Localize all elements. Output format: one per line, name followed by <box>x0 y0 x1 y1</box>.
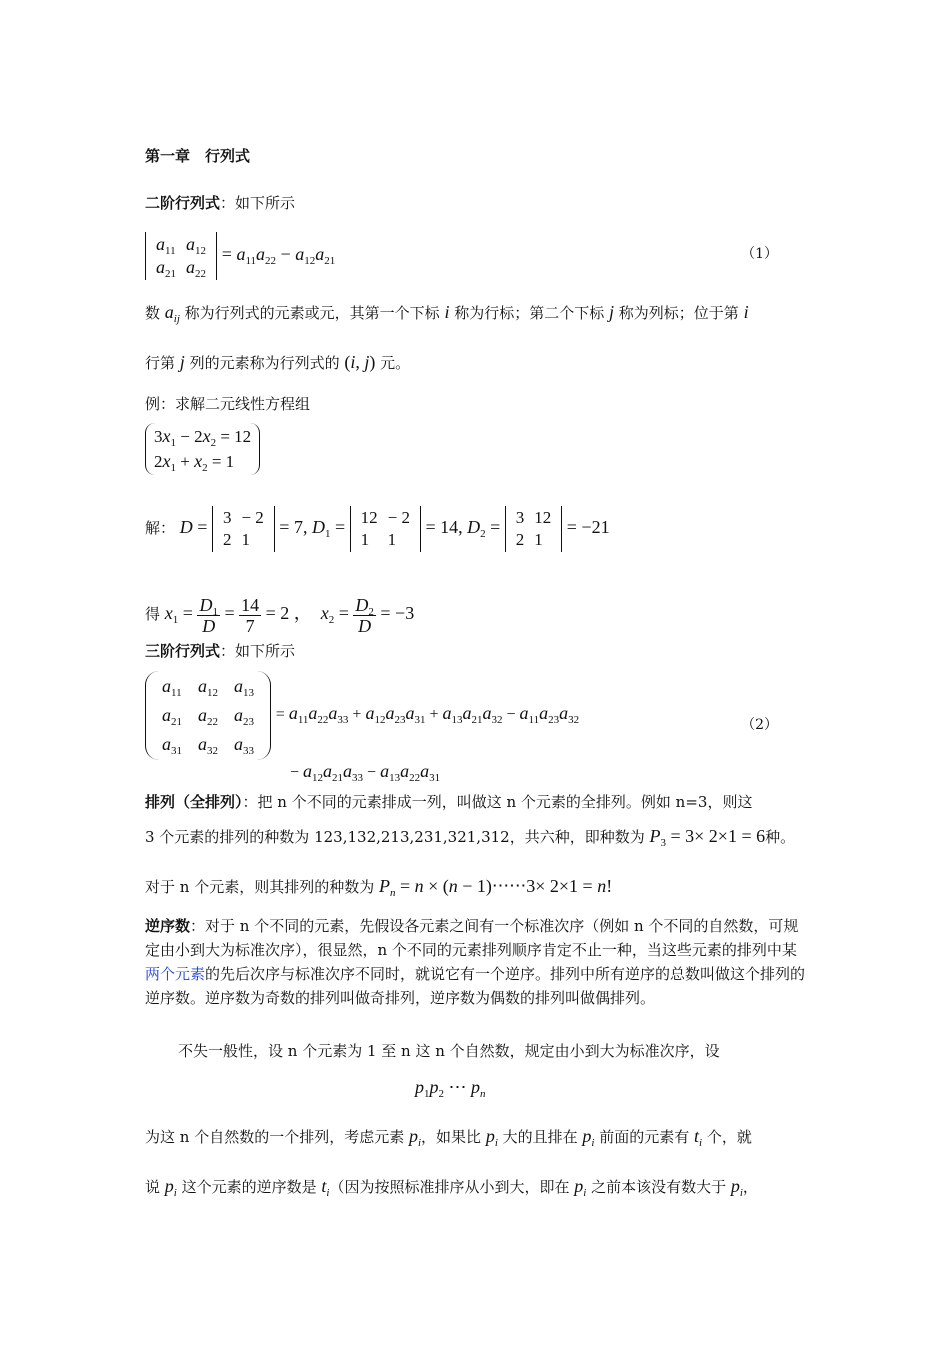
formula-3x3-determinant: $a_{11}$ $a_{12}$ $a_{13}$ $a_{21}$ $a_{22}$ $a_{23}$ $a_{31}$ $a_{32}$ $a_{33}$ = $a_{11}a_{22}a_{33} + a_{12}a_{23}a_{31} + a_{13}a_{21}a_{32} - a_{11}a_{23}a_{32}$ <box>145 668 579 760</box>
inversion-explanation-line2: 说 $p_i$ 这个元素的逆序数是 $t_i$（因为按照标准排序从小到大，即在 $p_i$ 之前本该没有数大于 $p_i$， <box>145 1176 758 1199</box>
result-label: 得 <box>145 605 165 623</box>
inversion-definition: 逆序数：对于 n 个不同的元素，先假设各元素之间有一个标准次序（例如 n 个不同的自然数，可规定由小到大为标准次序），很显然，n 个不同的元素排列顺序肯定不止一种，当这些元素的排列中某两个元素的先后次序与标准次序不同时，就说它有一个逆序。排列中所有逆序的总数叫做这个排列的逆序数。逆序数为奇数的排列叫做奇排列，逆序数为偶数的排列叫做偶排列。 <box>145 917 806 1007</box>
inversion-explanation-line1: 为这 n 个自然数的一个排列，考虑元素 $p_i$，如果比 $p_i$ 大的且排在 $p_i$ 前面的元素有 $t_i$ 个，就 <box>145 1126 752 1149</box>
equation-number-1: （1） <box>741 246 778 262</box>
section-heading-3x3 <box>145 641 295 661</box>
heading-term: 三阶行列式 <box>145 642 221 660</box>
formula-2x2-determinant: $a_{11}$ $a_{12}$ $a_{21}$ $a_{22}$ = $a_{11}a_{22} - a_{12}a_{21}$ <box>145 228 335 281</box>
heading-tail: ：如下所示 <box>220 194 296 212</box>
element-definition-line2: 行第 j 列的元素称为行列式的 (i, j) 元。 <box>145 352 411 372</box>
permutation-definition-line2: 3 个元素的排列的种数为 123,132,213,231,321,312，共六种，即种数为 $P_3 = 3\times 2\times 1 = 6$种。 <box>145 826 796 849</box>
link-two-elements[interactable]: 两个元素 <box>145 965 206 983</box>
heading-term: 二阶行列式 <box>145 194 221 212</box>
element-definition-line1: 数 $a_{ij}$ 称为行列式的元素或元，其第一个下标 i 称为行标；第二个下标 j 称为列标；位于第 i <box>145 302 749 325</box>
linear-system: $3x_1 - 2x_2 = 12$ $2x_1 + x_2 = 1$ <box>145 423 260 475</box>
example-label: 例：求解二元线性方程组 <box>145 395 311 413</box>
permutation-sequence: $p_1p_2$ ⋯ $p_n$ <box>415 1077 486 1100</box>
formula-3x3-continued: − $a_{12}a_{21}a_{33} - a_{13}a_{22}a_{31}$ <box>290 761 441 784</box>
section-heading-2x2 <box>145 193 295 213</box>
equation-number-2: （2） <box>741 717 778 733</box>
permutation-count: 对于 n 个元素，则其排列的种数为 $P_n = n \times (n - 1)\cdot\cdot\cdot\cdot\cdot\cdot 3\times 2\times 1 = n$! <box>145 876 613 899</box>
solution-result: 得 $x_1$ = $\frac{D_1}{D}$ = $\frac{14}{7}$ = 2 ， $x_2$ = $\frac{D_2}{D}$ = −3 <box>145 594 415 636</box>
assumption-paragraph: 不失一般性，设 n 个元素为 1 至 n 这 n 个自然数，规定由小到大为标准次序，设 <box>178 1042 720 1060</box>
heading-tail: ：如下所示 <box>220 642 296 660</box>
solution-label: 解： <box>145 519 176 537</box>
chapter-title: 第一章 行列式 <box>145 147 251 165</box>
solution-determinants: 解： D = 3 − 2 2 1 = 7, $D_1$ = 12 − 2 1 1 = 14, $D_2$ = 3 12 2 1 = −21 <box>145 500 610 555</box>
permutation-definition-line1: 排列（全排列）：把 n 个不同的元素排成一列，叫做这 n 个元素的全排列。例如 n=3，则这 <box>145 793 753 811</box>
